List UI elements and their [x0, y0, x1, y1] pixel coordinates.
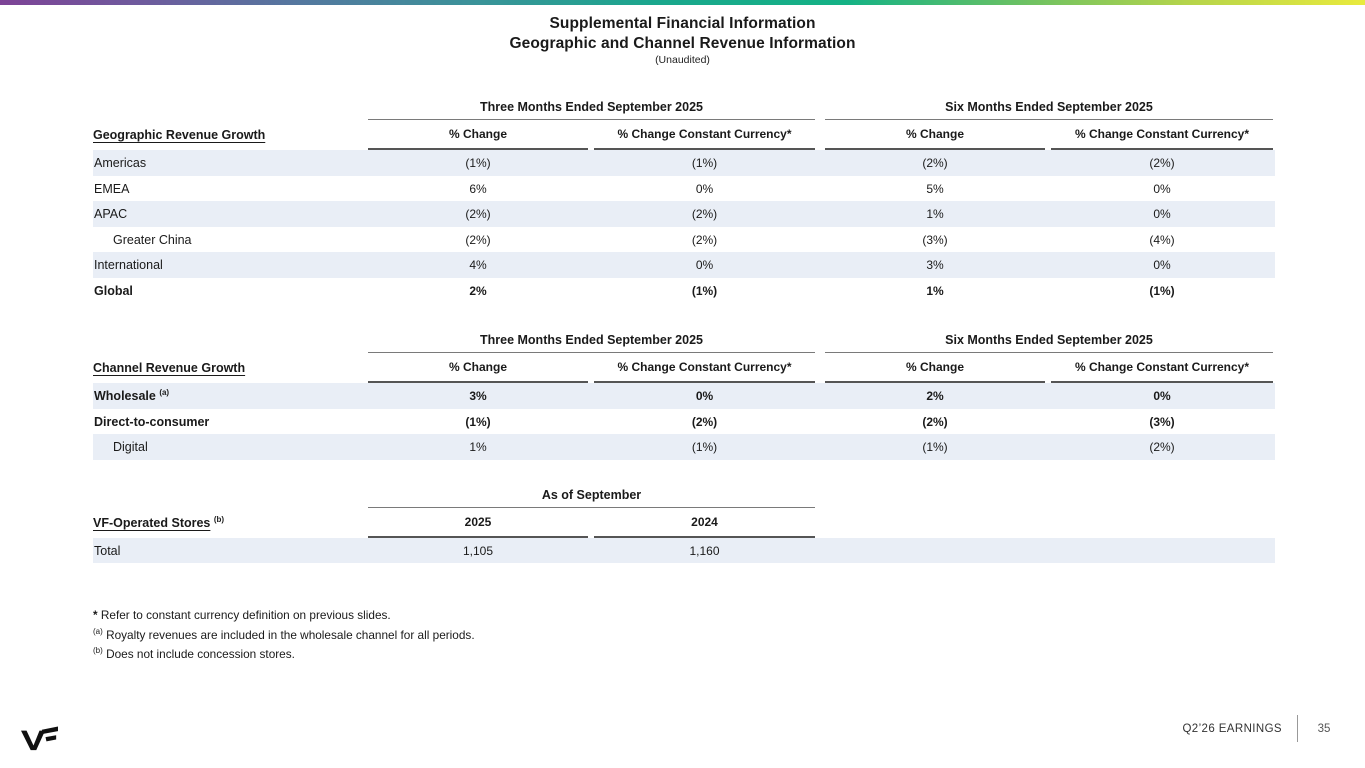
group-header-as-of-september: As of September [368, 488, 815, 508]
slide-title-block [0, 14, 1365, 67]
footnote-text: Royalty revenues are included in the wholesale channel for all periods. [106, 627, 475, 642]
row-label: Total [94, 543, 121, 558]
vf-operated-stores-table [93, 488, 1275, 564]
cell-value: (4%) [1149, 232, 1175, 247]
group-header-six-months: Six Months Ended September 2025 [825, 100, 1273, 120]
col-header-pct-change-3m: % Change [368, 353, 588, 383]
cell-value: 3% [926, 258, 944, 272]
cell-value: 1,160 [689, 543, 720, 558]
col-header-pct-change-cc-3m: % Change Constant Currency* [594, 120, 815, 150]
table-row [93, 201, 1275, 227]
column-header-row [93, 508, 1275, 538]
cell-value: (1%) [465, 414, 491, 429]
footnote-ref-a: (a) [159, 388, 170, 398]
col-header-pct-change-3m: % Change [368, 120, 588, 150]
slide-title-unaudited: (Unaudited) [655, 54, 710, 67]
cell-value: 6% [469, 181, 487, 196]
col-header-pct-change-cc-3m: % Change Constant Currency* [594, 353, 815, 383]
col-header-pct-change-6m: % Change [825, 353, 1045, 383]
cell-value: (2%) [1149, 440, 1175, 454]
slide-title-line2: Geographic and Channel Revenue Information [509, 34, 856, 52]
slide-footer [1182, 715, 1335, 742]
slide-title-line1: Supplemental Financial Information [549, 15, 816, 32]
table-row [93, 252, 1275, 278]
row-label: Greater China [113, 232, 192, 247]
row-label: Digital [113, 440, 148, 454]
column-header-row [93, 120, 1275, 150]
table-row-header [93, 361, 368, 375]
footnote-marker: (b) [93, 646, 103, 656]
row-label: International [94, 258, 163, 272]
col-header-2025: 2025 [368, 508, 588, 538]
cell-value: 1% [926, 207, 944, 221]
earnings-label: Q2’26 EARNINGS [1182, 722, 1282, 735]
column-header-row [93, 353, 1275, 383]
table-row-header [93, 515, 368, 530]
cell-value: (2%) [1149, 156, 1175, 170]
cell-value: (1%) [691, 156, 718, 170]
table-row-total [93, 278, 1275, 304]
footnote-text: Does not include concession stores. [106, 647, 295, 662]
geographic-revenue-table [93, 100, 1275, 303]
cell-value: 3% [469, 389, 487, 403]
table-row [93, 383, 1275, 409]
footnote-b [93, 643, 1365, 662]
row-header-text: VF-Operated Stores [93, 516, 211, 531]
group-header-three-months: Three Months Ended September 2025 [368, 100, 815, 120]
cell-value: (2%) [465, 207, 491, 221]
row-label-text: Wholesale [94, 389, 156, 404]
row-label [93, 388, 368, 403]
vf-logo-icon [21, 725, 58, 753]
cell-value: (1%) [465, 156, 491, 170]
cell-value: (1%) [691, 283, 718, 298]
cell-value: (1%) [922, 440, 948, 454]
cell-value: 2% [469, 283, 487, 298]
cell-value: 0% [695, 181, 714, 196]
cell-value: (2%) [691, 232, 718, 247]
footer-divider [1297, 715, 1298, 742]
column-group-header-row [93, 488, 1275, 508]
table-row [93, 409, 1275, 435]
table-row [93, 176, 1275, 202]
col-header-2024: 2024 [594, 508, 815, 538]
column-group-header-row [93, 100, 1275, 120]
cell-value: 4% [469, 258, 487, 272]
table-row [93, 227, 1275, 253]
cell-value: (2%) [691, 414, 718, 429]
cell-value: (2%) [691, 207, 718, 221]
cell-value: (1%) [1149, 283, 1175, 298]
group-header-three-months: Three Months Ended September 2025 [368, 333, 815, 353]
row-label: Americas [94, 156, 147, 170]
row-label: EMEA [94, 181, 130, 196]
footnote-ref-b: (b) [213, 515, 225, 525]
footnote-star [93, 607, 1365, 624]
cell-value: 5% [926, 181, 944, 196]
row-label: Global [94, 283, 133, 298]
table-row [93, 150, 1275, 176]
footnote-marker: (a) [93, 626, 103, 636]
footnotes [93, 607, 1365, 662]
table-row-header [93, 128, 368, 142]
cell-value: 1,105 [462, 543, 494, 558]
cell-value: 2% [926, 389, 944, 403]
col-header-pct-change-cc-6m: % Change Constant Currency* [1051, 120, 1273, 150]
cell-value: (2%) [465, 232, 491, 247]
brand-gradient-bar [0, 0, 1365, 5]
cell-value: 0% [1153, 389, 1171, 403]
cell-value: 0% [1153, 181, 1171, 196]
table-row [93, 538, 1275, 564]
footnote-a [93, 624, 1365, 643]
table-row [93, 434, 1275, 460]
page-number: 35 [1317, 722, 1331, 735]
row-label: APAC [94, 207, 128, 221]
row-header-text: Geographic Revenue Growth [93, 128, 266, 143]
cell-value: 0% [695, 258, 714, 272]
channel-revenue-table [93, 333, 1275, 460]
cell-value: (3%) [1149, 414, 1175, 429]
row-header-text: Channel Revenue Growth [93, 361, 246, 376]
cell-value: (2%) [922, 414, 948, 429]
col-header-pct-change-6m: % Change [825, 120, 1045, 150]
column-group-header-row [93, 333, 1275, 353]
row-label: Direct-to-consumer [94, 414, 210, 429]
cell-value: (3%) [922, 232, 948, 247]
cell-value: 1% [469, 440, 487, 454]
footnote-marker: * [93, 608, 98, 623]
cell-value: 0% [695, 389, 714, 403]
cell-value: 1% [926, 283, 944, 298]
group-header-six-months: Six Months Ended September 2025 [825, 333, 1273, 353]
footnote-text: Refer to constant currency definition on previous slides. [100, 608, 391, 623]
cell-value: 0% [1153, 207, 1171, 221]
cell-value: (2%) [922, 156, 948, 170]
cell-value: (1%) [691, 440, 718, 454]
col-header-pct-change-cc-6m: % Change Constant Currency* [1051, 353, 1273, 383]
cell-value: 0% [1153, 258, 1171, 272]
